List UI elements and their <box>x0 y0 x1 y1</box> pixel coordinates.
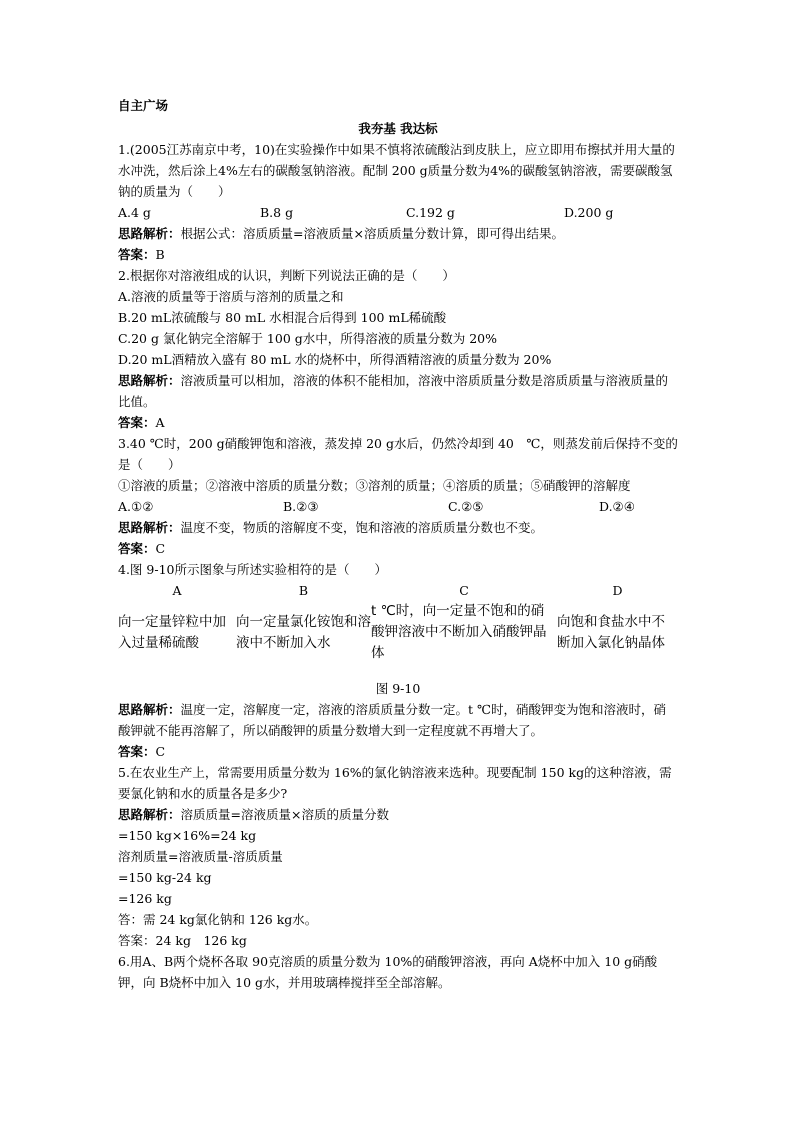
choice-a: A.①② <box>118 499 154 514</box>
question-1-answer <box>118 244 678 265</box>
question-6 <box>118 951 678 993</box>
question-5-stem: 5.在农业生产上，常需要用质量分数为 16%的氯化钠溶液来选种。现要配制 150 kg的这种溶液，需要氯化钠和水的质量各是多少? <box>118 765 672 801</box>
subtitle: 我夯基 我达标 <box>358 121 438 136</box>
analysis-line: =150 kg×16%=24 kg <box>118 828 257 843</box>
choice-a: A.4 g <box>118 205 151 220</box>
analysis-label: 思路解析： <box>118 226 181 241</box>
answer-label: 答案： <box>118 744 156 759</box>
question-2-answer <box>118 412 678 433</box>
question-1 <box>118 139 678 265</box>
figure-desc-c: t ℃时，向一定量不饱和的硝酸钾溶液中不断加入硝酸钾晶体 <box>371 603 547 661</box>
analysis-text: 温度一定，溶解度一定，溶液的溶质质量分数一定。t ℃时，硝酸钾变为饱和溶液时，硝酸钾就不能再溶解了，所以硝酸钾的质量分数增大到一定程度就不再增大了。 <box>118 702 666 738</box>
question-1-analysis <box>118 223 678 244</box>
question-4-analysis <box>118 699 678 741</box>
figure-desc-a: 向一定量锌粒中加入过量稀硫酸 <box>118 614 226 651</box>
option-a: A.溶液的质量等于溶质与溶剂的质量之和 <box>118 289 344 304</box>
analysis-line: 溶剂质量=溶液质量-溶质质量 <box>118 849 283 864</box>
choice-d: D.200 g <box>564 205 614 220</box>
analysis-text: 温度不变，物质的溶解度不变，饱和溶液的溶质质量分数也不变。 <box>180 520 544 535</box>
question-3 <box>118 433 678 559</box>
question-3-choices <box>118 496 678 517</box>
figure-letters <box>118 580 678 600</box>
option-b: B.20 mL浓硫酸与 80 mL 水相混合后得到 100 mL稀硫酸 <box>118 310 447 325</box>
question-5-answer <box>118 930 678 951</box>
option-c: C.20 g 氯化钠完全溶解于 100 g水中，所得溶液的质量分数为 20% <box>118 331 498 346</box>
analysis-text: 溶液质量可以相加，溶液的体积不能相加，溶液中溶质质量分数是溶质质量与溶液质量的比值。 <box>118 373 669 409</box>
choice-d: D.②④ <box>599 499 635 514</box>
analysis-label: 思路解析： <box>118 702 181 717</box>
question-3-items: ①溶液的质量；②溶液中溶质的质量分数；③溶剂的质量；④溶质的质量；⑤硝酸钾的溶解度 <box>118 478 631 493</box>
document-page <box>118 95 678 993</box>
question-3-analysis <box>118 517 678 538</box>
analysis-line: 答：需 24 kg氯化钠和 126 kg水。 <box>118 912 318 927</box>
answer-text: A <box>155 415 165 430</box>
question-4-stem: 4.图 9-10所示图象与所述实验相符的是（ ） <box>118 562 387 577</box>
answer-text: C <box>155 541 166 556</box>
answer-label: 答案： <box>118 541 156 556</box>
question-1-stem: 1.(2005江苏南京中考，10)在实验操作中如果不慎将浓硫酸沾到皮肤上，应立即用布擦拭并用大量的水冲洗，然后涂上4%左右的碳酸氢钠溶液。配制 200 g质量分数为4%的碳酸氢钠溶液，需要碳酸氢钠的质量为（ ） <box>118 142 675 199</box>
analysis-label: 思路解析： <box>118 373 181 388</box>
question-2-stem: 2.根据你对溶液组成的认识，判断下列说法正确的是（ ） <box>118 268 455 283</box>
analysis-line: =126 kg <box>118 891 172 906</box>
figure-caption: 图 9-10 <box>375 681 421 696</box>
analysis-line: =150 kg-24 kg <box>118 870 212 885</box>
analysis-text: 根据公式：溶质质量=溶液质量×溶质质量分数计算，即可得出结果。 <box>180 226 564 241</box>
analysis-label: 思路解析： <box>118 807 181 822</box>
answer-text: 24 kg 126 kg <box>155 933 247 948</box>
figure-desc-d: 向饱和食盐水中不断加入氯化钠晶体 <box>557 614 665 651</box>
question-5-analysis <box>118 804 678 825</box>
section-title: 自主广场 <box>118 98 169 113</box>
option-d: D.20 mL酒精放入盛有 80 mL 水的烧杯中，所得酒精溶液的质量分数为 20% <box>118 352 552 367</box>
answer-label: 答案： <box>118 247 156 262</box>
answer-text: B <box>155 247 165 262</box>
question-6-stem: 6.用A、B两个烧杯各取 90克溶质的质量分数为 10%的硝酸钾溶液，再向 A烧杯中加入 10 g硝酸钾，向 B烧杯中加入 10 g水，并用玻璃棒搅拌至全部溶解。 <box>118 954 658 990</box>
choice-c: C.②⑤ <box>448 499 484 514</box>
question-1-choices <box>118 202 678 223</box>
answer-label: 答案： <box>118 933 156 948</box>
figure-descriptions <box>118 601 678 664</box>
choice-c: C.192 g <box>406 205 455 220</box>
answer-label: 答案： <box>118 415 156 430</box>
question-5 <box>118 762 678 951</box>
question-4 <box>118 559 678 762</box>
figure-letter-c: C <box>459 583 469 598</box>
choice-b: B.8 g <box>260 205 294 220</box>
figure-letter-b: B <box>298 583 309 598</box>
figure-letter-d: D <box>612 583 623 598</box>
figure-9-10 <box>118 580 678 699</box>
analysis-line: 溶质质量=溶液质量×溶质的质量分数 <box>180 807 389 822</box>
choice-b: B.②③ <box>283 499 319 514</box>
figure-letter-a: A <box>172 583 182 598</box>
answer-text: C <box>155 744 166 759</box>
question-3-answer <box>118 538 678 559</box>
analysis-label: 思路解析： <box>118 520 181 535</box>
figure-desc-b: 向一定量氯化铵饱和溶液中不断加入水 <box>236 614 371 651</box>
question-4-answer <box>118 741 678 762</box>
question-2 <box>118 265 678 433</box>
question-2-analysis <box>118 370 678 412</box>
question-3-stem: 3.40 ℃时，200 g硝酸钾饱和溶液，蒸发掉 20 g水后，仍然冷却到 40 ℃，则蒸发前后保持不变的是（ ） <box>118 436 678 472</box>
